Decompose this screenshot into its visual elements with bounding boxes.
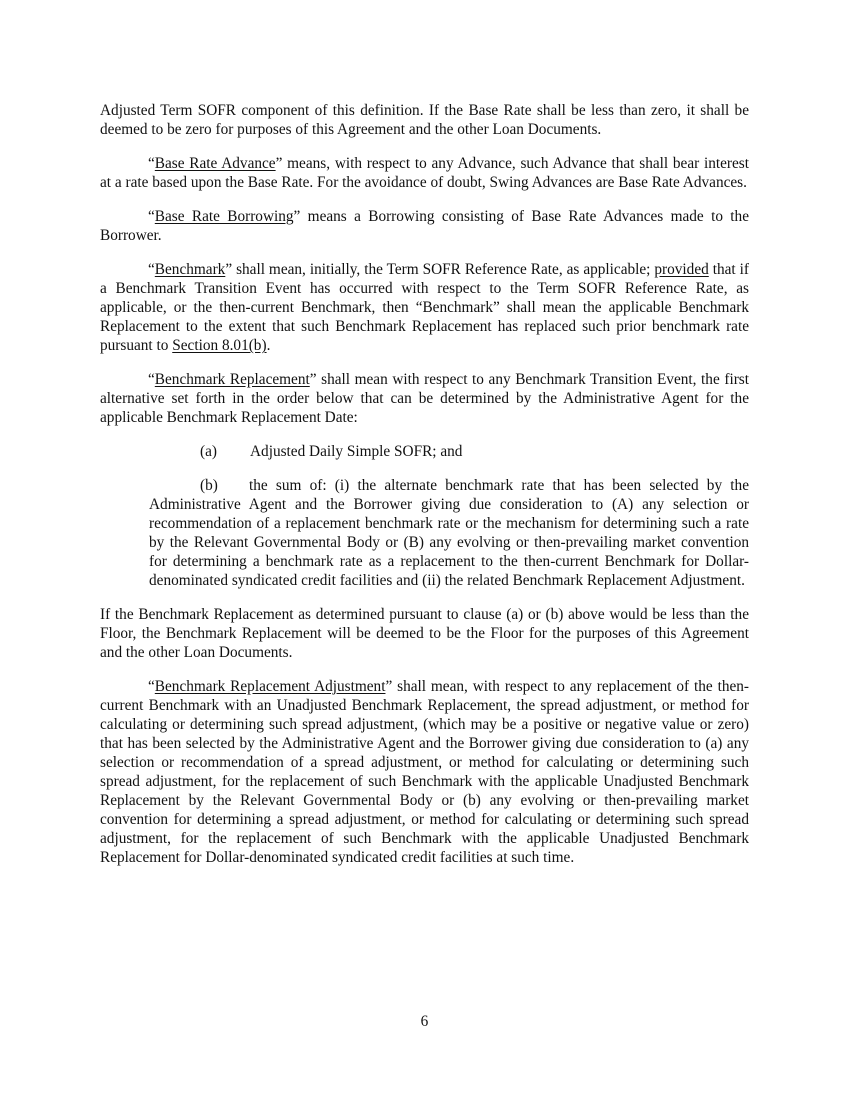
definition-text: ” means, with respect to any Advance, such Advance that shall bear interest at a rate based upon the Base Rate. For the avoidance of doubt, Swing Advances are Base Rate Advances. <box>100 155 749 191</box>
clause-b <box>149 476 749 590</box>
definition-text: ” shall mean, initially, the Term SOFR Reference Rate, as applicable; <box>225 261 655 278</box>
definition-benchmark-replacement <box>100 370 749 427</box>
definition-base-rate-borrowing <box>100 207 749 245</box>
open-quote: “ <box>148 261 155 278</box>
paragraph-base-rate-continuation: Adjusted Term SOFR component of this definition. If the Base Rate shall be less than zero, it shall be deemed to be zero for purposes of this Agreement and the other Loan Documents. <box>100 102 749 138</box>
clause-label: (b) <box>200 477 218 494</box>
provided-term: provided <box>654 261 709 278</box>
definition-text: ” shall mean, with respect to any replacement of the then-current Benchmark with an Unadjusted Benchmark Replacement, the spread adjustment, or method for calculating or determining such spread adjustment, (which may be a positive or negative value or zero) that has been selected by the Administrative Agent and the Borrower giving due consideration to (a) any selection or recommendation of a spread adjustment, or method for calculating or determining such spread adjustment, for the replacement of such Benchmark with the applicable Unadjusted Benchmark Replacement by the Relevant Governmental Body or (b) any evolving or then-prevailing market convention for determining a spread adjustment, or method for calculating or determining such spread adjustment, for the replacement of such Benchmark with the applicable Unadjusted Benchmark Replacement for Dollar-denominated syndicated credit facilities at such time. <box>100 678 750 866</box>
definition-text: ” shall mean with respect to any Benchmark Transition Event, the first alternative set forth in the order below that can be determined by the Administrative Agent for the applicable Benchmark Replacement Date: <box>100 371 749 426</box>
page-body <box>100 101 749 882</box>
page-number: 6 <box>420 1013 429 1030</box>
definition-benchmark-replacement-adjustment <box>100 677 749 867</box>
defined-term: Base Rate Advance <box>154 155 276 172</box>
definition-text-continued: that if a Benchmark Transition Event has occurred with respect to the Term SOFR Reference Rate, as applicable, or the then-current Benchmark, then “Benchmark” shall mean the applicable Benchmark Replacement to the extent that such Benchmark Replacement has replaced such prior benchmark rate pursuant to <box>100 261 749 354</box>
open-quote: “ <box>148 678 155 695</box>
clause-text: the sum of: (i) the alternate benchmark rate that has been selected by the Administrative Agent and the Borrower giving due consideration to (A) any selection or recommendation of a replacement benchmark rate or the mechanism for determining such a rate by the Relevant Governmental Body or (B) any evolving or then-prevailing market convention for determining a benchmark rate as a replacement to the then-current Benchmark for Dollar-denominated syndicated credit facilities and (ii) the related Benchmark Replacement Adjustment. <box>149 477 749 589</box>
clause-label: (a) <box>200 443 217 460</box>
open-quote: “ <box>148 208 155 225</box>
section-reference: Section 8.01(b) <box>172 337 267 354</box>
defined-term: Benchmark <box>154 261 226 278</box>
clause-a <box>200 442 749 461</box>
open-quote: “ <box>148 155 155 172</box>
clause-text: Adjusted Daily Simple SOFR; and <box>250 443 463 460</box>
definition-base-rate-advance <box>100 154 749 192</box>
defined-term: Benchmark Replacement Adjustment <box>154 678 386 695</box>
paragraph-floor: If the Benchmark Replacement as determined pursuant to clause (a) or (b) above would be less than the Floor, the Benchmark Replacement will be deemed to be the Floor for the purposes of this Agreement and the other Loan Documents. <box>100 606 749 661</box>
defined-term: Base Rate Borrowing <box>154 208 294 225</box>
open-quote: “ <box>148 371 155 388</box>
definition-benchmark <box>100 260 749 355</box>
period: . <box>266 337 271 354</box>
defined-term: Benchmark Replacement <box>154 371 310 388</box>
definition-text: ” means a Borrowing consisting of Base Rate Advances made to the Borrower. <box>100 208 749 244</box>
